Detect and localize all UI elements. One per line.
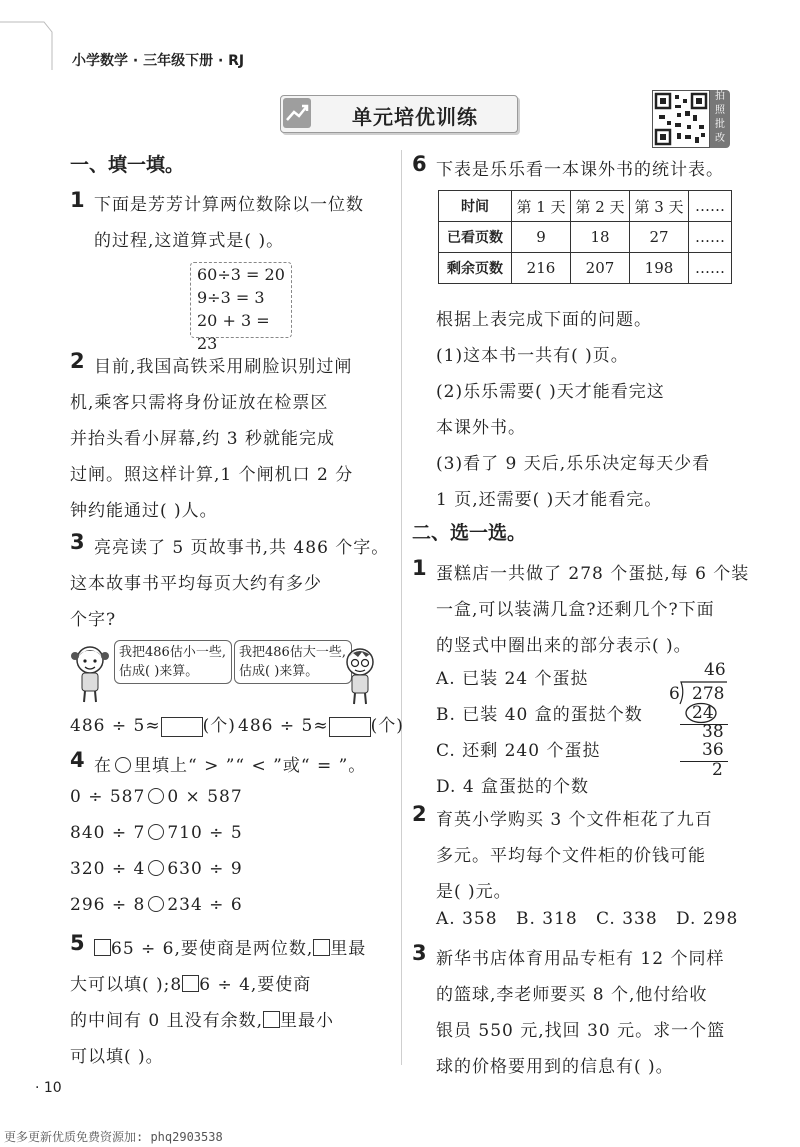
circle-symbol-icon [115,757,131,773]
division-step3: 36 [702,740,724,760]
answer-square[interactable] [263,1011,280,1028]
division-step2: 38 [702,722,724,742]
question-number: 6 [412,152,427,176]
option-a[interactable]: A. 已装 24 个蛋挞 [436,669,589,689]
question-text: 的篮球,李老师要买 8 个,他付给收 [436,985,708,1005]
compare-row: 296 ÷ 8 234 ÷ 6 [70,895,243,915]
table-row: 已看页数 9 18 27 …… [439,222,732,253]
section-choose: 二、选一选。 [412,522,527,544]
question-number: 5 [70,931,85,955]
compare-row: 0 ÷ 587 0 × 587 [70,787,243,807]
calculation-box [190,262,292,353]
question-number: 3 [412,941,427,965]
question-text: 蛋糕店一共做了 278 个蛋挞,每 6 个装 [436,564,750,584]
option-b[interactable]: B. 已装 40 盒的蛋挞个数 [436,705,643,725]
question-text: 钟约能通过( )人。 [70,501,218,521]
estimate-expression-high: 486 ÷ 5≈ (个) [238,716,404,736]
option-d[interactable]: D. 4 盒蛋挞的个数 [436,777,590,797]
question-text: 可以填( )。 [70,1047,164,1067]
option-d[interactable]: D. 298 [676,909,739,929]
answer-blank[interactable] [329,717,371,737]
photo-grading-tab[interactable]: 拍 照 批 改 [710,90,730,148]
question-number: 1 [70,188,85,212]
question-text: 下表是乐乐看一本课外书的统计表。 [436,160,724,180]
question-text: 过闸。照这样计算,1 个闸机口 2 分 [70,465,354,485]
sub-question: 本课外书。 [436,418,526,438]
question-text: 多元。平均每个文件柜的价钱可能 [436,846,706,866]
table-row: 时间 第 1 天 第 2 天 第 3 天 …… [439,191,732,222]
qr-code[interactable] [652,90,710,148]
compare-circle[interactable] [148,896,164,912]
table-row: 剩余页数 216 207 198 …… [439,253,732,284]
question-text: 的过程,这道算式是( )。 [94,231,285,251]
girl-cartoon-icon [70,642,110,704]
sub-question: (1)这本书一共有( )页。 [436,346,629,366]
question-number: 4 [70,748,85,772]
compare-circle[interactable] [148,860,164,876]
calc-line: 20 + 3 = 23 [197,311,270,353]
division-remainder: 2 [712,760,723,780]
calc-line: 60÷3 = 20 [197,265,285,284]
calc-line: 9÷3 = 3 [197,288,265,307]
question-text: 这本故事书平均每页大约有多少 [70,574,322,594]
question-text: 并抬头看小屏幕,约 3 秒就能完成 [70,429,336,449]
division-divisor: 6 [669,684,680,704]
question-text: 新华书店体育用品专柜有 12 个同样 [436,949,725,969]
question-text: 育英小学购买 3 个文件柜花了九百 [436,810,713,830]
trend-chart-icon [283,98,311,128]
option-c[interactable]: C. 还剩 240 个蛋挞 [436,741,601,761]
corner-decoration [0,0,60,70]
option-c[interactable]: C. 338 [596,909,658,929]
book-header: 小学数学 · 三年级下册 · RJ [72,53,245,69]
unit-banner [280,95,518,133]
compare-circle[interactable] [148,788,164,804]
answer-square[interactable] [182,975,199,992]
division-quotient: 46 [704,660,726,680]
question-text: 65 ÷ 6,要使商是两位数, 里最 [94,934,366,959]
question-text: 的中间有 0 且没有余数, 里最小 [70,1011,335,1031]
sub-question: 1 页,还需要( )天才能看完。 [436,490,663,510]
column-divider [401,150,402,1065]
answer-square[interactable] [94,939,111,956]
question-number: 3 [70,530,85,554]
reading-stats-table [438,190,732,284]
question-text: 是( )元。 [436,882,512,902]
section-fill-in: 一、填一填。 [70,154,185,176]
speech-bubble-estimate-low: 我把486估小一些,估成( )来算。 [114,640,232,684]
question-text: 在 里填上“ > ”“ < ”或“ = ”。 [94,756,367,776]
question-text: 银员 550 元,找回 30 元。求一个篮 [436,1021,726,1041]
question-text: 球的价格要用到的信息有( )。 [436,1057,674,1077]
sub-question: (3)看了 9 天后,乐乐决定每天少看 [436,454,711,474]
division-dividend: 278 [692,684,725,704]
question-text: 个字? [70,610,117,630]
question-text: 亮亮读了 5 页故事书,共 486 个字。 [94,538,390,558]
answer-square[interactable] [313,939,330,956]
option-b[interactable]: B. 318 [516,909,578,929]
answer-blank[interactable] [161,717,203,737]
compare-row: 320 ÷ 4 630 ÷ 9 [70,859,243,879]
compare-circle[interactable] [148,824,164,840]
division-step1: 24 [692,703,714,723]
question-text: 一盒,可以装满几盒?还剩几个?下面 [436,600,715,620]
question-text: 目前,我国高铁采用刷脸识别过闸 [94,357,353,377]
question-number: 2 [70,349,85,373]
resource-note: 更多更新优质免费资源加: phq2903538 [4,1130,223,1144]
estimate-expression-low: 486 ÷ 5≈ (个) [70,716,236,736]
question-text: 大可以填( );8 6 ÷ 4,要使商 [70,975,312,995]
option-a[interactable]: A. 358 [436,909,498,929]
question-number: 1 [412,556,427,580]
page-number: · 10 [35,1080,62,1096]
speech-bubble-estimate-high: 我把486估大一些,估成( )来算。 [234,640,352,684]
question-text: 根据上表完成下面的问题。 [436,310,652,330]
sub-question: (2)乐乐需要( )天才能看完这 [436,382,665,402]
compare-row: 840 ÷ 7 710 ÷ 5 [70,823,243,843]
question-number: 2 [412,802,427,826]
question-text: 下面是芳芳计算两位数除以一位数 [94,195,364,215]
question-text: 机,乘客只需将身份证放在检票区 [70,393,329,413]
banner-title: 单元培优训练 [352,105,478,129]
boy-cartoon-icon [340,644,380,706]
question-text: 的竖式中圈出来的部分表示( )。 [436,636,692,656]
